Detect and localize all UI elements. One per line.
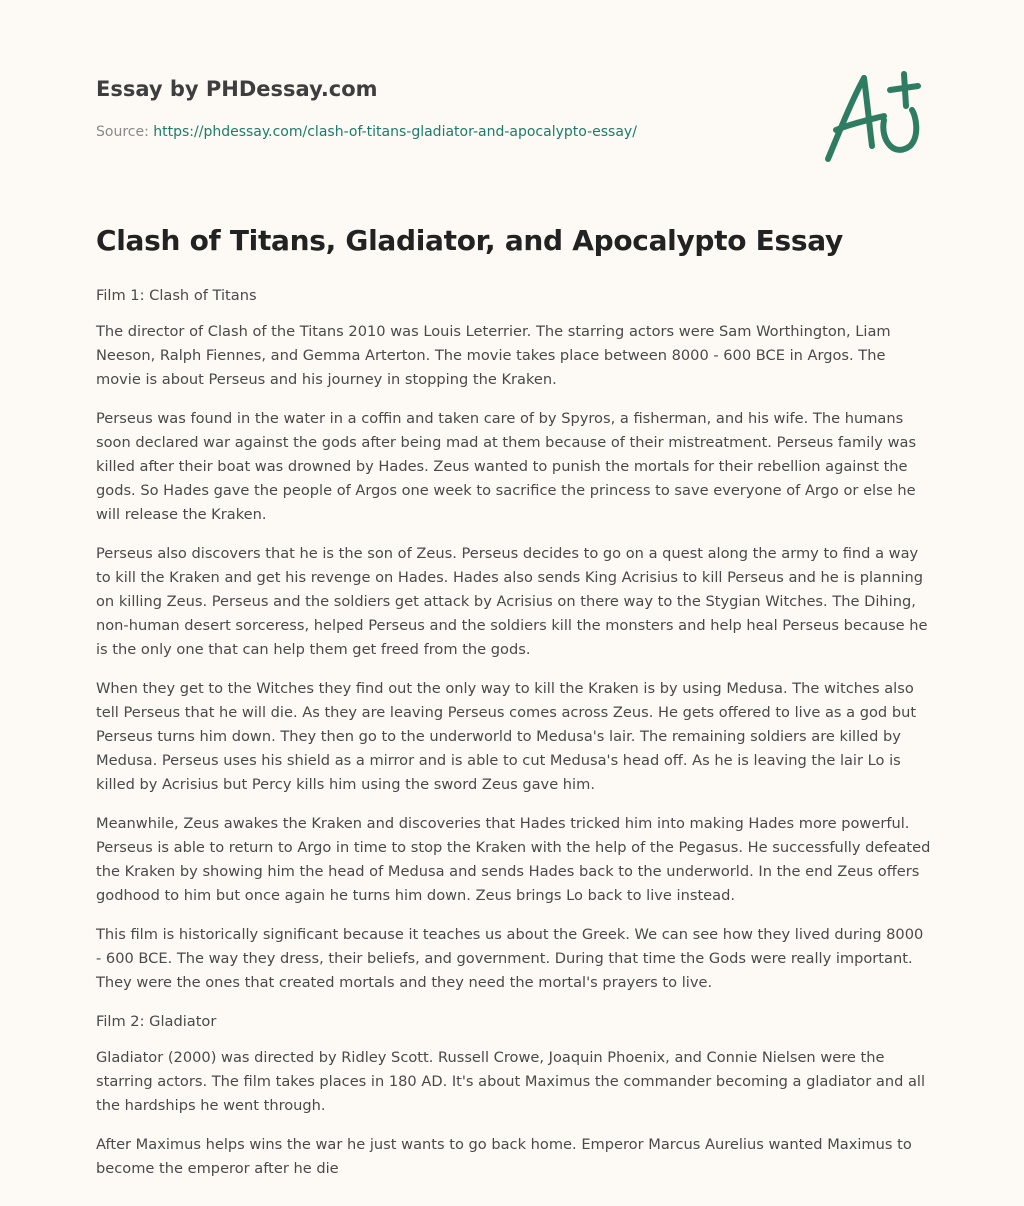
site-brand: Essay by PHDessay.com	[96, 77, 378, 101]
essay-title: Clash of Titans, Gladiator, and Apocalypto Essay	[96, 224, 843, 257]
section-heading-film-1: Film 1: Clash of Titans	[96, 287, 257, 304]
essay-paragraph: After Maximus helps wins the war he just wants to go back home. Emperor Marcus Aurelius wanted Maximus to become the emperor after he die	[96, 1136, 912, 1177]
essay-paragraph: Gladiator (2000) was directed by Ridley Scott. Russell Crowe, Joaquin Phoenix, and Connie Nielsen were the starring actors. The film takes places in 180 AD. It's about Maximus the commander becoming a gladiator and all the hardships he went through.	[96, 1049, 926, 1114]
a-plus-logo-icon	[814, 66, 934, 166]
essay-paragraph: Meanwhile, Zeus awakes the Kraken and discoveries that Hades tricked him into making Hades more powerful. Perseus is able to return to Argo in time to stop the Kraken with the help of the Pegasus. He successfully defeated the Kraken by showing him the head of Medusa and sends Hades back to the underworld. In the end Zeus offers godhood to him but once again he turns him down. Zeus brings Lo back to live instead.	[96, 815, 931, 904]
source-link[interactable]: https://phdessay.com/clash-of-titans-gladiator-and-apocalypto-essay/	[153, 124, 637, 140]
essay-paragraph: When they get to the Witches they find out the only way to kill the Kraken is by using Medusa. The witches also tell Perseus that he will die. As they are leaving Perseus comes across Zeus. He gets offered to live as a god but Perseus turns him down. They then go to the underworld to Medusa's lair. The remaining soldiers are killed by Medusa. Perseus uses his shield as a mirror and is able to cut Medusa's head off. As he is leaving the lair Lo is killed by Acrisius but Percy kills him using the sword Zeus gave him.	[96, 680, 917, 793]
section-heading-film-2: Film 2: Gladiator	[96, 1013, 217, 1030]
essay-body	[96, 284, 932, 1196]
essay-paragraph: Perseus was found in the water in a coffin and taken care of by Spyros, a fisherman, and his wife. The humans soon declared war against the gods after being mad at them because of their mistreatment. Perseus family was killed after their boat was drowned by Hades. Zeus wanted to punish the mortals for their rebellion against the gods. So Hades gave the people of Argos one week to sacrifice the princess to save everyone of Argo or else he will release the Kraken.	[96, 410, 917, 523]
essay-paragraph: The director of Clash of the Titans 2010 was Louis Leterrier. The starring actors were Sam Worthington, Liam Neeson, Ralph Fiennes, and Gemma Arterton. The movie takes place between 8000 - 600 BCE in Argos. The movie is about Perseus and his journey in stopping the Kraken.	[96, 323, 891, 388]
essay-paragraph: This film is historically significant because it teaches us about the Greek. We can see how they lived during 8000 - 600 BCE. The way they dress, their beliefs, and government. During that time the Gods were really important. They were the ones that created mortals and they need the mortal's prayers to live.	[96, 926, 924, 991]
source-label: Source:	[96, 124, 154, 140]
source-line	[96, 124, 637, 140]
essay-paragraph: Perseus also discovers that he is the son of Zeus. Perseus decides to go on a quest along the army to find a way to kill the Kraken and get his revenge on Hades. Hades also sends King Acrisius to kill Perseus and he is planning on killing Zeus. Perseus and the soldiers get attack by Acrisius on there way to the Stygian Witches. The Dihing, non-human desert sorceress, helped Perseus and the soldiers kill the monsters and help heal Perseus because he is the only one that can help them get freed from the gods.	[96, 545, 928, 658]
